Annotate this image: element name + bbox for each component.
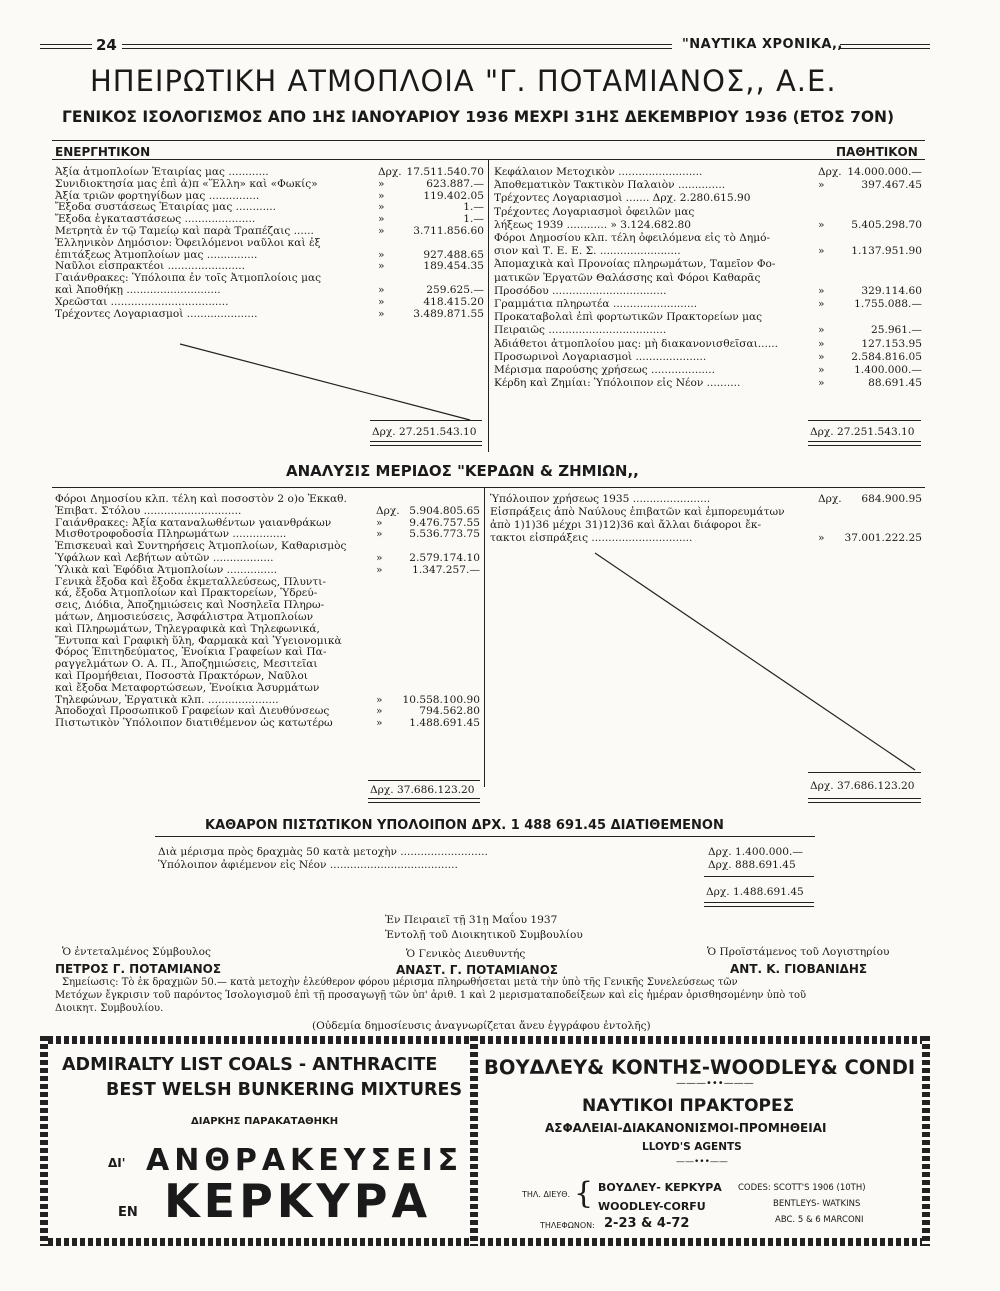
liability-row-text: Προκαταβολαὶ ἐπὶ φορτωτικῶν Πρακτορείων μας [494,311,763,324]
advert-left-en: ΕΝ [118,1205,138,1220]
debit-row-text: Γενικὰ ἔξοδα καὶ ἔξοδα ἐκμεταλλεύσεως, Πλυντι- [55,575,326,588]
asset-row-amount: 927.488.65 [423,248,484,261]
tel-addr-1: ΒΟΥΔΛΕΥ- ΚΕΡΚΥΡΑ [598,1181,722,1194]
asset-row-currency: Δρχ. [378,166,402,178]
advert-right-ornament-2: ——•••—— [676,1157,728,1167]
by-order: Ἐντολῇ τοῦ Διοικητικοῦ Συμβουλίου [385,929,583,941]
debit-row-text: ραγγελμάτων Ο. Α. Π., Ἀποζημιώσεις, Μεσιτεῖαι [55,658,318,671]
liability-row-currency: » [818,364,825,376]
liability-row-text: Τρέχοντες Λογαριασμοὶ ὀφειλῶν μας [494,205,695,218]
debit-row-amount: 1.488.691.45 [409,717,480,730]
signatory-center-role: Ὁ Γενικὸς Διευθυντής [406,948,526,960]
balance-title: ΓΕΝΙΚΟΣ ΙΣΟΛΟΓΙΣΜΟΣ ΑΠΟ 1ΗΣ ΙΑΝΟΥΑΡΙΟΥ 1936 ΜΕΧΡΙ 31ΗΣ ΔΕΚΕΜΒΡΙΟΥ 1936 (ΕΤΟΣ 7ΟΝ) [62,108,895,126]
liability-row-text: Ἀδιάθετοι ἀτμοπλοίου μας: μὴ διακανονισθεῖσαι...... [494,337,779,350]
liability-row-text: ματικῶν Ἐργατῶν Θαλάσσης καὶ Φόροι Καθαρᾶς [494,271,761,284]
liability-row-text: Γραμμάτια πληρωτέα ......................... [494,298,698,310]
liability-row-currency: » [818,377,825,390]
asset-row-currency: » [378,225,385,237]
advert-left-line3: ΔΙΑΡΚΗΣ ΠΑΡΑΚΑΤΑΘΗΚΗ [191,1116,339,1127]
liability-row-amount: 127.153.95 [861,337,922,350]
liability-row-text: Προσόδου .................................. [494,284,667,297]
asset-row-amount: 418.415.20 [423,295,484,308]
liability-row-amount: 1.400.000.— [854,364,922,376]
debit-row-text: Πιστωτικὸν Ὑπόλοιπον διατιθέμενον ὡς κατωτέρω [55,717,333,730]
liability-row-currency: » [818,218,825,231]
advert-left-line1: ADMIRALTY LIST COALS - ANTHRACITE [62,1055,438,1075]
asset-row-text: Ἑλληνικὸν Δημόσιον: Ὀφειλόμενοι ναῦλοι καὶ ἐξ [55,236,321,249]
asset-row-currency: » [378,284,385,296]
liability-row-text: Προσωρινοὶ Λογαριασμοὶ ..................... [494,350,707,363]
liability-row-amount: 1.755.088.— [854,298,922,310]
codes-2: BENTLEYS- WATKINS [773,1199,861,1209]
credit-row-text: τακτοι εἰσπράξεις .............................. [490,532,693,544]
credit-total: Δρχ. 37.686.123.20 [810,780,915,792]
debit-row-text: Φόρος Ἐπιτηδεύματος, Ἐνοίκια Γραφείων καὶ Πα- [55,646,327,659]
liability-row-currency: » [818,324,825,337]
debit-row-amount: 5.536.773.75 [409,528,480,541]
advert-right-title: ΒΟΥΔΛΕΥ& ΚΟΝΤΗΣ-WOODLEY& CONDI [484,1056,916,1079]
place-date: Ἐν Πειραιεῖ τῇ 31ῃ Μαΐου 1937 [385,914,558,926]
page-number: 24 [96,36,117,54]
debit-row-text: μάτων, Δημοσιεύσεις, Ἀσφάλιστρα Ἀτμοπλοίων [55,611,314,623]
debit-row-text: Φόροι Δημοσίου κλπ. τέλη καὶ ποσοστὸν 2 ο)ο Ἐκκαθ. [55,493,347,505]
asset-row-amount: 3.489.871.55 [413,307,484,320]
asset-row-currency: » [378,189,385,202]
advert-left-big: ΑΝΘΡΑΚΕΥΣΕΙΣ [146,1143,464,1178]
asset-row-currency: » [378,177,385,190]
liability-row-amount: 329.114.60 [861,284,922,297]
advert-left-city: ΚΕΡΚΥΡΑ [164,1174,432,1228]
asset-row-text: Χρεῶσται ................................... [55,295,229,308]
phone-label: ΤΗΛΕΦΩΝΟΝ: [540,1221,595,1230]
asset-row-text: Ἀξία ἀτμοπλοίων Ἑταιρίας μας ............ [55,166,269,178]
asset-row-currency: » [378,295,385,308]
advert-border-left [40,1036,48,1246]
debit-row-text: καὶ Πληρωμάτων, Τηλεγραφικὰ καὶ Τηλεφωνικά, [55,622,320,635]
credit-row-text: ἀπὸ 1)1)36 μέχρι 31)12)36 καὶ ἄλλαι διάφοροι ἔκ- [490,519,762,531]
asset-row-amount: 3.711.856.60 [413,225,484,237]
debit-row-currency: » [376,717,383,730]
company-name: ΗΠΕΙΡΩΤΙΚΗ ΑΤΜΟΠΛΟΙΑ "Γ. ΠΟΤΑΜΙΑΝΟΣ,, Α.Ε. [90,64,837,98]
credit-row-amount: 37.001.222.25 [844,532,922,544]
asset-row-amount: 17.511.540.70 [406,166,484,178]
tel-label: ΤΗΛ. ΔΙΕΥΘ. [522,1190,571,1199]
liability-row-currency: » [818,350,825,363]
codes-1: CODES: SCOTT'S 1906 (10TH) [738,1183,866,1193]
liability-row-text: Ἀπομαχικὰ καὶ Προνοίας πληρωμάτων, Ταμεῖον Φο- [494,258,776,271]
analysis-heading: ΑΝΑΛΥΣΙΣ ΜΕΡΙΔΟΣ "ΚΕΡΔΩΝ & ΖΗΜΙΩΝ,, [286,462,639,480]
tel-addr-2: WOODLEY-CORFU [598,1200,706,1213]
asset-row-text: Ἔξοδα ἐγκαταστάσεως ..................... [55,213,256,226]
liability-row-text: λήξεως 1939 ............ » 3.124.682.80 [494,218,692,231]
liability-row-text: Τρέχοντες Λογαριασμοὶ ....... Δρχ. 2.280.615.90 [494,192,751,205]
debit-row-text: κά, ἔξοδα Ἀτμοπλοίων καὶ Πρακτορείων, Ὑδρεύ- [55,587,318,600]
advert-left-prefix: ΔΙ' [108,1156,126,1170]
asset-row-amount: 1.— [463,213,484,226]
asset-row-text: Συνιδιοκτησία μας ἐπὶ ἀ)π «Ἕλλη» καὶ «Φωκίς» [55,177,318,190]
asset-row-amount: 189.454.35 [423,260,484,273]
asset-row-amount: 259.625.— [426,284,484,296]
liability-row-text: Ἀποθεματικὸν Τακτικὸν Παλαιὸν .............. [494,179,726,192]
debit-row-currency: » [376,528,383,541]
liability-row-amount: 88.691.45 [868,377,922,390]
liability-row-amount: 397.467.45 [861,179,922,192]
asset-row-currency: » [378,260,385,273]
codes-3: ABC. 5 & 6 MARCONI [775,1215,864,1225]
liability-row-amount: 5.405.298.70 [851,218,922,231]
liability-row-currency: » [818,284,825,297]
debit-row-currency: » [376,516,383,529]
assets-total: Δρχ. 27.251.543.10 [372,426,477,438]
debit-row-text: Ἔντυπα καὶ Γραφικὴ ὕλη, Φαρμακὰ καὶ Ὑγειονομικὰ [55,634,342,647]
debit-row-text: καὶ ἔξοδα Μεταφορτώσεων, Ἐνοίκια Ἀσυρμάτων [55,681,320,694]
asset-row-text: καὶ Ἀποθήκῃ ............................ [55,284,221,296]
debit-row-text: Μισθοτροφοδοσία Πληρωμάτων ................ [55,528,287,541]
advert-right-ornament: ———•••——— [676,1078,754,1089]
note-line-2: Μετόχων ἔγκρισιν τοῦ παρόντος Ἰσολογισμοῦ ἐπὶ τῇ προσαγωγῇ τῶν ὑπ' ἀριθ. 1 καὶ 2 μερισματαποδείξεων καὶ εἰς ἡμέραν ὁρισθησομένην ὑπὸ τοῦ [55,990,807,1001]
asset-row-currency: » [378,307,385,320]
liability-row-currency: » [818,337,825,350]
asset-row-text: Ναῦλοι εἰσπρακτέοι ....................... [55,260,246,273]
credit-row-text: Ὑπόλοιπον χρήσεως 1935 ....................... [490,493,711,505]
net-row-carry: Ὑπόλοιπον ἀφιέμενον εἰς Νέον ...................................... [158,859,458,871]
liability-row-currency: Δρχ. [818,166,842,178]
debit-row-currency: » [376,693,383,706]
credit-row-text: Εἰσπράξεις ἀπὸ Ναύλους ἐπιβατῶν καὶ ἐμπορευμάτων [490,506,785,518]
net-row-carry-amount: Δρχ. 888.691.45 [708,859,796,871]
debit-row-text: Ἐπιβατ. Στόλου ............................. [55,504,242,517]
note-line-3: Διοικητ. Συμβουλίου. [55,1003,164,1014]
liability-row-currency: » [818,179,825,192]
journal-name: "ΝΑΥΤΙΚΑ ΧΡΟΝΙΚΑ,, [682,37,843,52]
liabilities-heading: ΠΑΘΗΤΙΚΟΝ [836,145,918,159]
debit-row-amount: 9.476.757.55 [409,516,480,529]
advert-divider [470,1036,478,1246]
debit-row-text: Ἀποδοχαὶ Προσωπικοῦ Γραφείων καὶ Διευθύνσεως [55,705,330,718]
asset-row-currency: » [378,248,385,261]
signatory-left-name: ΠΕΤΡΟΣ Γ. ΠΟΤΑΜΙΑΝΟΣ [55,962,222,976]
liability-row-amount: 14.000.000.— [847,166,922,178]
debit-row-text: Γαιάνθρακες: Ἀξία καταναλωθέντων γαιανθράκων [55,516,332,529]
net-heading: ΚΑΘΑΡΟΝ ΠΙΣΤΩΤΙΚΟΝ ΥΠΟΛΟΙΠΟΝ ΔΡΧ. 1 488 691.45 ΔΙΑΤΙΘΕΜΕΝΟΝ [205,818,724,833]
liability-row-currency: » [818,298,825,310]
disclaimer: (Οὐδεμία δημοσίευσις ἀναγνωρίζεται ἄνευ ἐγγράφου ἐντολῆς) [312,1020,651,1032]
asset-row-text: Μετρητὰ ἐν τῷ Ταμείῳ καὶ παρὰ Τραπέζαις ...... [55,225,314,237]
liability-row-text: Κεφάλαιον Μετοχικὸν ......................... [494,166,703,178]
net-total: Δρχ. 1.488.691.45 [706,886,804,898]
phone-numbers: 2-23 & 4-72 [604,1216,690,1231]
debit-total: Δρχ. 37.686.123.20 [370,784,475,796]
asset-row-text: Τρέχοντες Λογαριασμοὶ ..................... [55,307,258,320]
debit-row-amount: 10.558.100.90 [402,693,480,706]
debit-row-amount: 794.562.80 [419,705,480,718]
debit-row-currency: Δρχ. [376,504,400,517]
debit-row-text: Τηλεφώνων, Ἐργατικὰ κλπ. ..................... [55,693,279,706]
liability-row-text: Μέρισμα παρούσης χρήσεως ................... [494,364,716,376]
asset-row-amount: 119.402.05 [423,189,484,202]
debit-row-currency: » [376,552,383,564]
advert-border-top [40,1036,930,1044]
credit-row-amount: 684.900.95 [861,493,922,505]
liability-row-currency: » [818,245,825,258]
credit-row-currency: » [818,532,825,544]
debit-row-text: Ἐπισκευαὶ καὶ Συντηρήσεις Ἀτμοπλοίων, Καθαρισμὸς [55,540,347,553]
asset-row-amount: 1.— [463,201,484,214]
liability-row-text: Φόροι Δημοσίου κλπ. τέλη ὀφειλόμενα εἰς τὸ Δημό- [494,232,771,244]
debit-row-text: καὶ Προμήθειαι, Ποσοστὰ Πρακτόρων, Ναῦλοι [55,670,308,682]
debit-row-text: Ὑφάλων καὶ Λεβήτων αὐτῶν .................. [55,552,274,564]
advert-right-line1: ΝΑΥΤΙΚΟΙ ΠΡΑΚΤΟΡΕΣ [582,1096,795,1116]
debit-row-currency: » [376,563,383,576]
signatory-right-role: Ὁ Προϊστάμενος τοῦ Λογιστηρίου [707,946,890,958]
asset-row-text: ἐπιτάξεως Ἀτμοπλοίων μας ............... [55,248,258,261]
asset-row-currency: » [378,201,385,214]
asset-row-text: Ἀξία τριῶν φορτηγίδων μας ............... [55,189,260,202]
debit-row-amount: 5.904.805.65 [409,504,480,517]
liability-row-text: Κέρδη καὶ Ζημίαι: Ὑπόλοιπον εἰς Νέον .......... [494,377,741,390]
asset-row-text: Ἔξοδα συστάσεως Ἑταιρίας μας ............ [55,201,277,214]
advert-border-bottom [40,1238,930,1246]
debit-row-currency: » [376,705,383,718]
asset-row-currency: » [378,213,385,226]
liability-row-amount: 2.584.816.05 [851,350,922,363]
asset-row-text: Γαιάνθρακες: Ὑπόλοιπα ἐν τοῖς Ἀτμοπλοίοις μας [55,272,322,285]
signatory-center-name: ΑΝΑΣΤ. Γ. ΠΟΤΑΜΙΑΝΟΣ [396,963,558,977]
note-line-1: Σημείωσις: Τὸ ἐκ δραχμῶν 50.— κατὰ μετοχὴν ἐλεύθερον φόρου μέρισμα πληρωθήσεται μετὰ τὴν ὑπὸ τῆς Γενικῆς Συνελεύσεως τῶν [62,977,738,988]
signatory-right-name: ΑΝΤ. Κ. ΓΙΟΒΑΝΙΔΗΣ [730,962,868,976]
liability-row-amount: 1.137.951.90 [851,245,922,258]
debit-row-amount: 2.579.174.10 [409,552,480,564]
liability-row-amount: 25.961.— [870,324,922,337]
liability-row-text: σιον καὶ Τ. Ε. Ε. Σ. ........................ [494,245,681,258]
debit-row-amount: 1.347.257.— [412,563,480,576]
credit-row-currency: Δρχ. [818,493,842,505]
net-row-dividend: Διὰ μέρισμα πρὸς δραχμὰς 50 κατὰ μετοχὴν .......................... [158,846,488,858]
assets-heading: ΕΝΕΡΓΗΤΙΚΟΝ [55,145,151,159]
advert-right-line3: LLOYD'S AGENTS [642,1141,742,1153]
advert-border-right [922,1036,930,1246]
advert-right-line2: ΑΣΦΑΛΕΙΑΙ-ΔΙΑΚΑΝΟΝΙΣΜΟΙ-ΠΡΟΜΗΘΕΙΑΙ [545,1121,827,1135]
debit-row-text: σεις, Διόδια, Ἀποζημιώσεις καὶ Νοσηλεῖα Πληρω- [55,599,325,612]
signatory-left-role: Ὁ ἐντεταλμένος Σύμβουλος [62,946,211,958]
advert-left-line2: BEST WELSH BUNKERING MIXTURES [106,1080,463,1100]
liabilities-total: Δρχ. 27.251.543.10 [810,426,915,438]
asset-row-amount: 623.887.— [426,177,484,190]
debit-row-text: Ὑλικὰ καὶ Ἐφόδια Ἀτμοπλοίων ............... [55,563,278,576]
liability-row-text: Πειραιῶς ................................... [494,324,667,337]
net-row-dividend-amount: Δρχ. 1.400.000.— [708,846,803,858]
